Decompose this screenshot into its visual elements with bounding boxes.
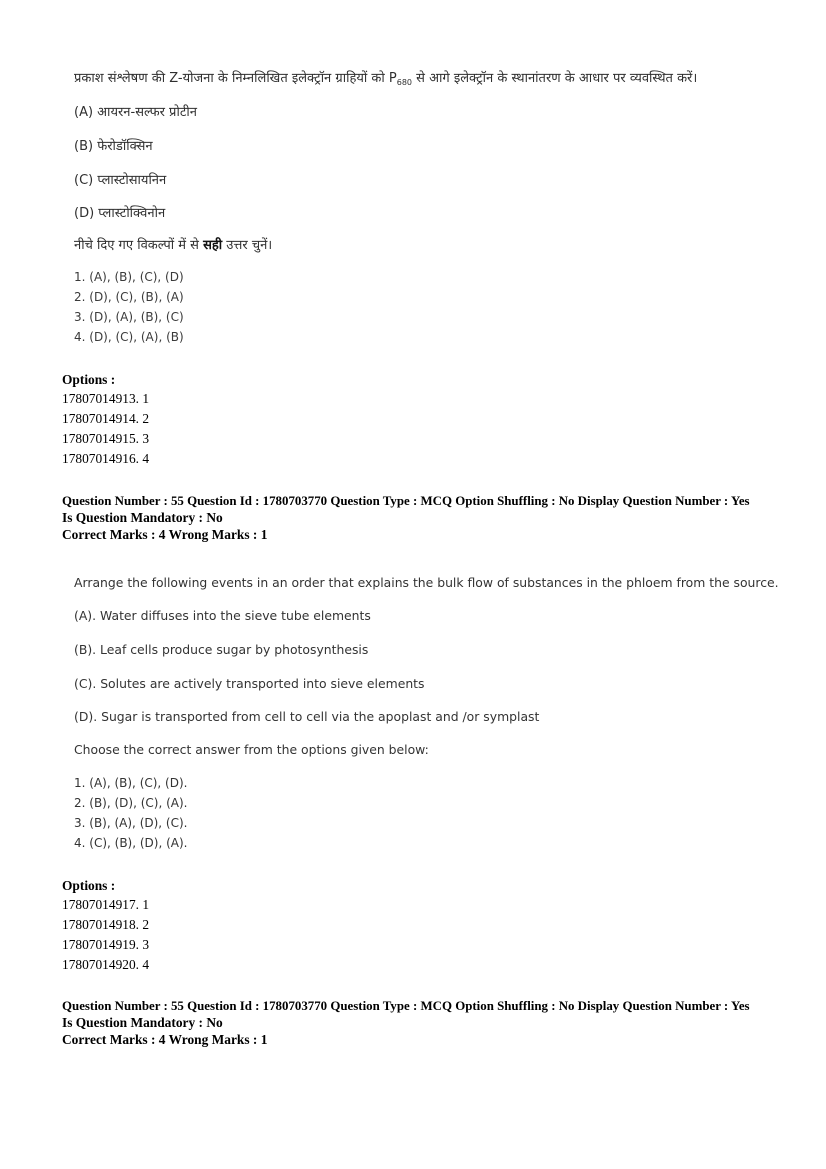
question-55-choice-4: 4. (C), (B), (D), (A). xyxy=(74,836,188,850)
q54-option-2: 17807014914. 2 xyxy=(62,411,150,426)
question-55-item-d: (D). Sugar is transported from cell to cell via the apoplast and /or symplast xyxy=(74,709,540,724)
q56-meta-line1: Question Number : 55 Question Id : 1780703770 Question Type : MCQ Option Shuffling : No Display Question Number : Yes xyxy=(62,999,750,1013)
question-55-item-c: (C). Solutes are actively transported into sieve elements xyxy=(74,676,425,691)
q55-meta-line1: Question Number : 55 Question Id : 1780703770 Question Type : MCQ Option Shuffling : No Display Question Number : Yes xyxy=(62,494,750,508)
q55-option-2: 17807014918. 2 xyxy=(62,917,150,932)
question-54-item-a: (A) आयरन-सल्फर प्रोटीन xyxy=(74,105,197,120)
q55-meta-line2: Is Question Mandatory : No xyxy=(62,510,223,525)
instruction-post: उत्तर चुनें। xyxy=(222,238,273,253)
question-54-choice-1: 1. (A), (B), (C), (D) xyxy=(74,270,184,284)
stem-text-pre: प्रकाश संश्लेषण की Z-योजना के निम्नलिखित इलेक्ट्रॉन ग्राहियों को P xyxy=(74,71,397,86)
question-55-item-b: (B). Leaf cells produce sugar by photosynthesis xyxy=(74,642,369,657)
question-55-stem: Arrange the following events in an order that explains the bulk flow of substances in the phloem from the source. xyxy=(74,575,779,590)
question-54-item-b: (B) फेरोडॉक्सिन xyxy=(74,139,153,154)
stem-text-post: से आगे इलेक्ट्रॉन के स्थानांतरण के आधार पर व्यवस्थित करें। xyxy=(412,71,698,86)
question-54-choice-2: 2. (D), (C), (B), (A) xyxy=(74,290,184,304)
q54-option-4: 17807014916. 4 xyxy=(62,451,150,466)
question-54-item-d: (D) प्लास्टोक्विनोन xyxy=(74,206,166,221)
instruction-bold: सही xyxy=(203,238,223,253)
question-55-item-a: (A). Water diffuses into the sieve tube elements xyxy=(74,608,371,623)
question-55-choice-3: 3. (B), (A), (D), (C). xyxy=(74,816,188,830)
question-54-choice-4: 4. (D), (C), (A), (B) xyxy=(74,330,184,344)
q54-option-3: 17807014915. 3 xyxy=(62,431,150,446)
question-55-choice-1: 1. (A), (B), (C), (D). xyxy=(74,776,188,790)
stem-subscript: 680 xyxy=(396,78,413,87)
q56-meta-line3: Correct Marks : 4 Wrong Marks : 1 xyxy=(62,1032,268,1047)
question-55-instruction: Choose the correct answer from the options given below: xyxy=(74,742,429,757)
question-54-item-c: (C) प्लास्टोसायनिन xyxy=(74,173,167,188)
q55-options-label: Options : xyxy=(62,878,116,893)
q54-option-1: 17807014913. 1 xyxy=(62,391,150,406)
question-54-choice-3: 3. (D), (A), (B), (C) xyxy=(74,310,184,324)
question-54-image xyxy=(62,62,762,352)
q55-option-1: 17807014917. 1 xyxy=(62,897,150,912)
question-55-choice-2: 2. (B), (D), (C), (A). xyxy=(74,796,188,810)
q55-option-3: 17807014919. 3 xyxy=(62,937,150,952)
question-54-instruction xyxy=(74,235,272,253)
q54-options-label: Options : xyxy=(62,372,116,387)
q55-option-4: 17807014920. 4 xyxy=(62,957,150,972)
q56-meta-line2: Is Question Mandatory : No xyxy=(62,1015,223,1030)
question-55-image xyxy=(62,570,779,860)
question-54-stem xyxy=(74,68,697,86)
q55-meta-line3: Correct Marks : 4 Wrong Marks : 1 xyxy=(62,527,268,542)
instruction-pre: नीचे दिए गए विकल्पों में से xyxy=(74,238,204,253)
